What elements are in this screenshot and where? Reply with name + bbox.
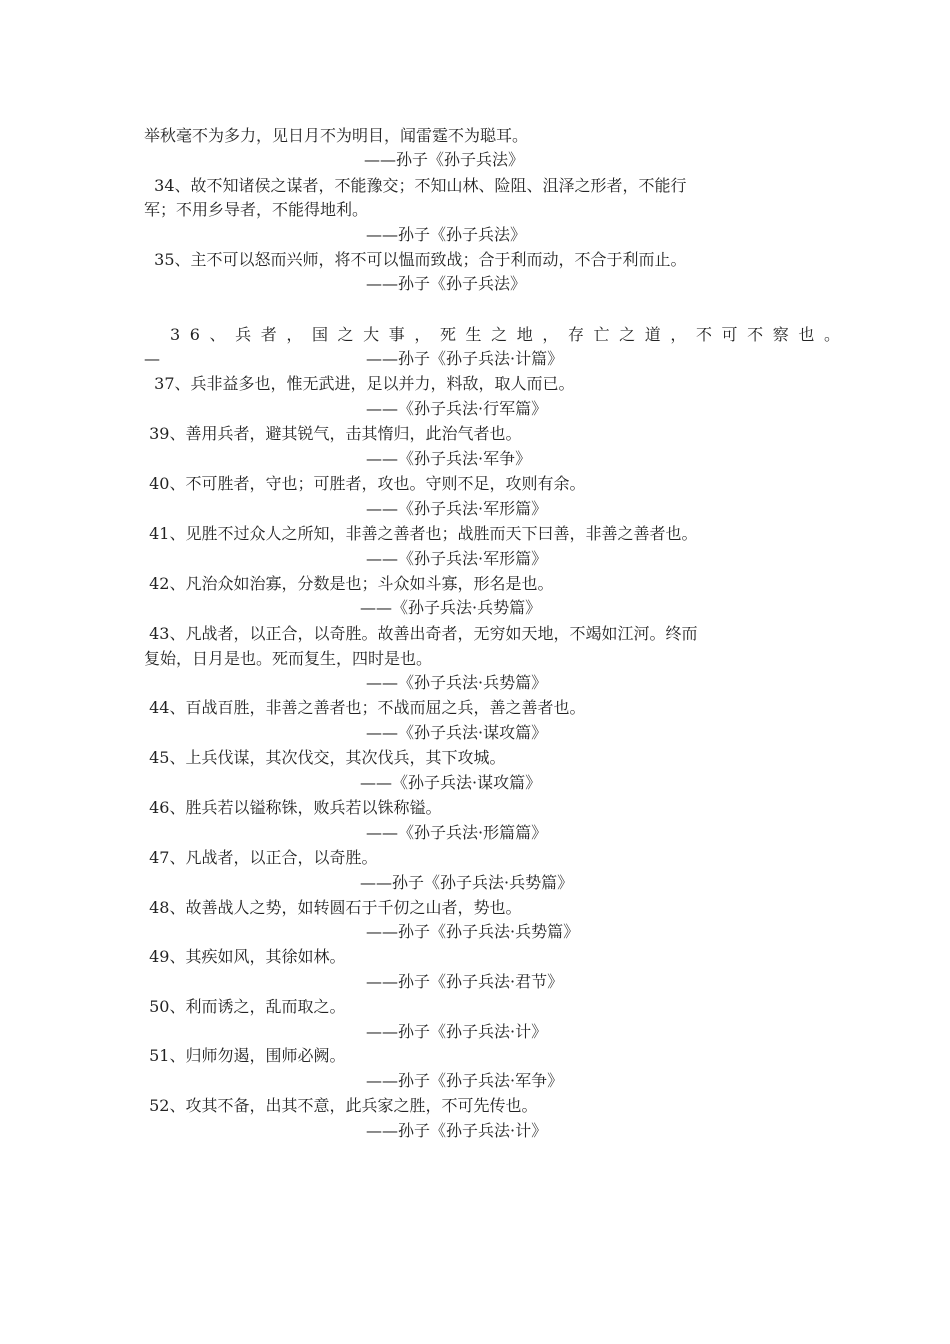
quote-attribution: ——《孙子兵法·谋攻篇》 [360,773,542,792]
quote-text: 51、归师勿遏，围师必阙。 [144,1046,346,1065]
quote-text: 36、兵者，国之大事，死生之地，存亡之道，不可不察也。 [170,325,850,344]
quote-attribution: ——孙子《孙子兵法·君节》 [366,972,564,991]
quote-attribution: ——《孙子兵法·谋攻篇》 [366,723,548,742]
quote-attribution: ——《孙子兵法·兵势篇》 [360,598,542,617]
quote-text: 45、上兵伐谋，其次伐交，其次伐兵，其下攻城。 [144,748,506,767]
quote-attribution: ——《孙子兵法·形篇篇》 [366,823,548,842]
quote-attribution: ——《孙子兵法·军形篇》 [366,499,548,518]
quote-attribution: ——孙子《孙子兵法·计篇》 [366,349,564,368]
quote-text: 48、故善战人之势，如转圆石于千仞之山者，势也。 [144,898,522,917]
quote-attribution: ——《孙子兵法·兵势篇》 [366,673,548,692]
quote-text: 41、见胜不过众人之所知，非善之善者也；战胜而天下曰善，非善之善者也。 [144,524,698,543]
quote-attribution: ——孙子《孙子兵法·军争》 [366,1071,564,1090]
quote-attribution: ——孙子《孙子兵法·兵势篇》 [366,922,580,941]
quote-text: 43、凡战者，以正合，以奇胜。故善出奇者，无穷如天地，不竭如江河。终而 [144,624,698,643]
quote-text: 49、其疾如风，其徐如林。 [144,947,346,966]
quote-text: 37、兵非益多也，惟无武进，足以并力，料敌，取人而已。 [144,374,575,393]
quote-text: 复始，日月是也。死而复生，四时是也。 [144,649,433,668]
quote-text: 46、胜兵若以镒称铢，败兵若以铢称镒。 [144,798,442,817]
quote-text: 50、利而诱之，乱而取之。 [144,997,346,1016]
quote-attribution: ——孙子《孙子兵法·计》 [366,1121,548,1140]
quote-attribution: ——《孙子兵法·军形篇》 [366,549,548,568]
quote-attribution: ——《孙子兵法·行军篇》 [366,399,548,418]
quote-attribution: ——孙子《孙子兵法》 [364,150,525,169]
quote-text: 举秋毫不为多力，见日月不为明目，闻雷霆不为聪耳。 [144,126,529,145]
quote-text: 44、百战百胜，非善之善者也；不战而屈之兵，善之善者也。 [144,698,586,717]
quote-attribution: ——孙子《孙子兵法·兵势篇》 [360,873,574,892]
quote-text: 52、攻其不备，出其不意，此兵家之胜，不可先传也。 [144,1096,538,1115]
quote-text: 42、凡治众如治寡，分数是也；斗众如斗寡，形名是也。 [144,574,554,593]
quote-text: 34、故不知诸侯之谋者，不能豫交；不知山林、险阻、沮泽之形者，不能行 [144,176,687,195]
quote-text: 47、凡战者，以正合，以奇胜。 [144,848,378,867]
quote-dash: — [144,349,160,368]
quote-text: 40、不可胜者，守也；可胜者，攻也。守则不足，攻则有余。 [144,474,586,493]
quote-text: 军；不用乡导者，不能得地利。 [144,200,369,219]
quote-attribution: ——《孙子兵法·军争》 [366,449,532,468]
quote-attribution: ——孙子《孙子兵法·计》 [366,1022,548,1041]
quote-text: 39、善用兵者，避其锐气，击其惰归，此治气者也。 [144,424,522,443]
quote-attribution: ——孙子《孙子兵法》 [366,274,527,293]
quote-text: 35、主不可以怒而兴师，将不可以愠而致战；合于利而动，不合于利而止。 [144,250,687,269]
quote-attribution: ——孙子《孙子兵法》 [366,225,527,244]
